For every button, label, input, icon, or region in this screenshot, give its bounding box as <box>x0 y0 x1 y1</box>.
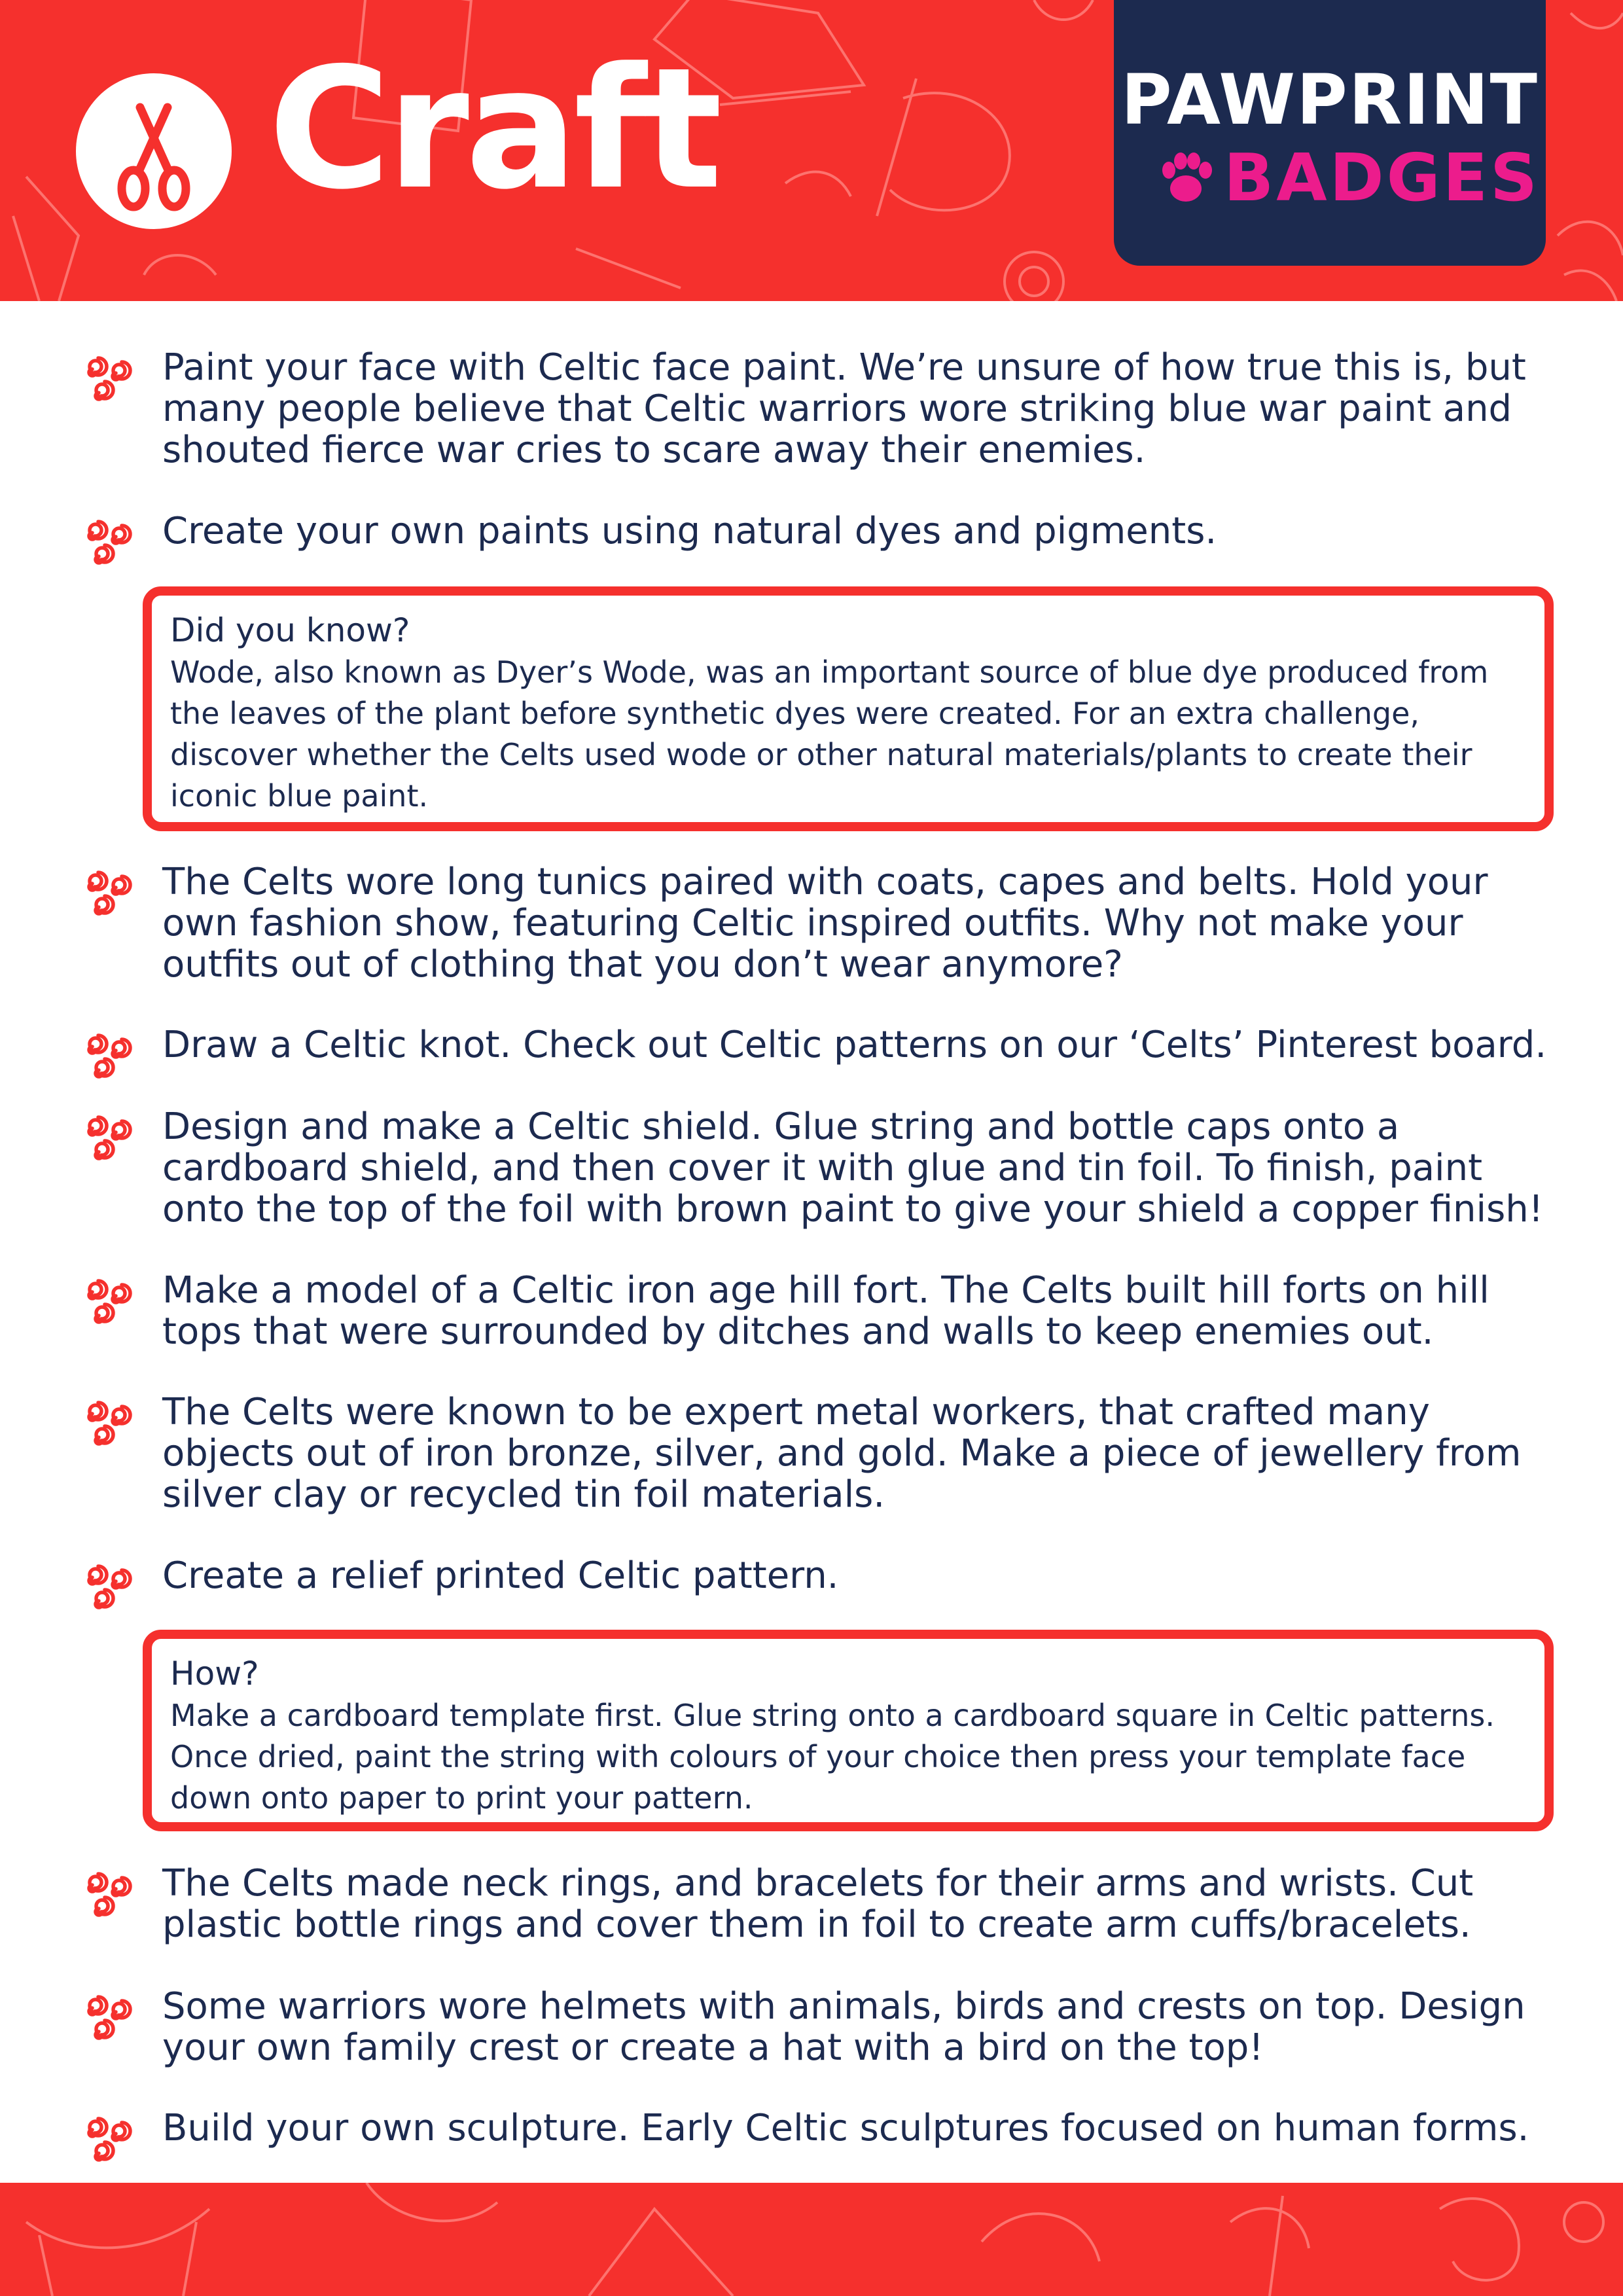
activity-text: The Celts wore long tunics paired with coats, capes and belts. Hold your own fashion show, featuring Celtic inspired outfits. Why not make your outfits out of clothing that you don’t wear anymore? <box>162 861 1488 986</box>
triskele-icon <box>80 865 139 924</box>
paw-icon <box>1153 145 1219 211</box>
triskele-icon <box>80 1110 139 1169</box>
triskele-icon <box>80 351 139 410</box>
scissors-icon <box>76 73 232 229</box>
triskele-icon <box>80 1867 139 1926</box>
pawprint-badges-logo <box>1114 0 1546 266</box>
logo-pawprint-text: PAWPRINT <box>1121 60 1539 140</box>
triskele-icon <box>80 1274 139 1333</box>
triskele-icon <box>80 1395 139 1454</box>
activity-text: Paint your face with Celtic face paint. We’re unsure of how true this is, but many people believe that Celtic warriors wore striking blue war paint and shouted fierce war cries to scare away their enemies. <box>162 346 1526 471</box>
scissors-badge <box>76 73 232 229</box>
activity-text: Design and make a Celtic shield. Glue string and bottle caps onto a cardboard shield, and then cover it with glue and tin foil. To finish, paint onto the top of the foil with brown paint to give your shield a copper finish! <box>162 1105 1544 1230</box>
triskele-icon <box>80 1990 139 2049</box>
did-you-know-box <box>143 586 1554 831</box>
activity-text: Make a model of a Celtic iron age hill fort. The Celts built hill forts on hill tops that were surrounded by ditches and walls to keep enemies out. <box>162 1269 1489 1353</box>
doodle-pattern <box>0 2183 1623 2296</box>
header-banner <box>0 0 1623 301</box>
activity-text: Draw a Celtic knot. Check out Celtic patterns on our ‘Celts’ Pinterest board. <box>162 1024 1547 1066</box>
activity-text: The Celts made neck rings, and bracelets for their arms and wrists. Cut plastic bottle rings and cover them in foil to create arm cuffs/bracelets. <box>162 1862 1474 1946</box>
info-box-title: Did you know? <box>170 611 410 649</box>
info-box-body: Wode, also known as Dyer’s Wode, was an important source of blue dye produced from the leaves of the plant before synthetic dyes were created. For an extra challenge, discover whether the Celts used wode or other natural materials/plants to create their iconic blue paint. <box>170 655 1489 814</box>
triskele-icon <box>80 1559 139 1618</box>
how-box <box>143 1630 1554 1831</box>
info-box-title: How? <box>170 1655 259 1693</box>
triskele-icon <box>80 1028 139 1087</box>
triskele-icon <box>80 514 139 573</box>
info-box-body: Make a cardboard template first. Glue string onto a cardboard square in Celtic patterns. Once dried, paint the string with colours of your choice then press your template face down onto paper to print your pattern. <box>170 1698 1495 1816</box>
activity-text: Create a relief printed Celtic pattern. <box>162 1554 839 1597</box>
activity-text: The Celts were known to be expert metal workers, that crafted many objects out of iron bronze, silver, and gold. Make a piece of jewellery from silver clay or recycled tin foil materials. <box>162 1391 1522 1516</box>
footer-banner <box>0 2183 1623 2296</box>
page-title: Craft <box>268 32 719 226</box>
triskele-icon <box>80 2111 139 2170</box>
logo-badges-text: BADGES <box>1224 139 1541 216</box>
activity-text: Build your own sculpture. Early Celtic sculptures focused on human forms. <box>162 2107 1529 2149</box>
activity-text: Create your own paints using natural dyes and pigments. <box>162 510 1217 552</box>
activity-text: Some warriors wore helmets with animals, birds and crests on top. Design your own family crest or create a hat with a bird on the top! <box>162 1985 1525 2069</box>
